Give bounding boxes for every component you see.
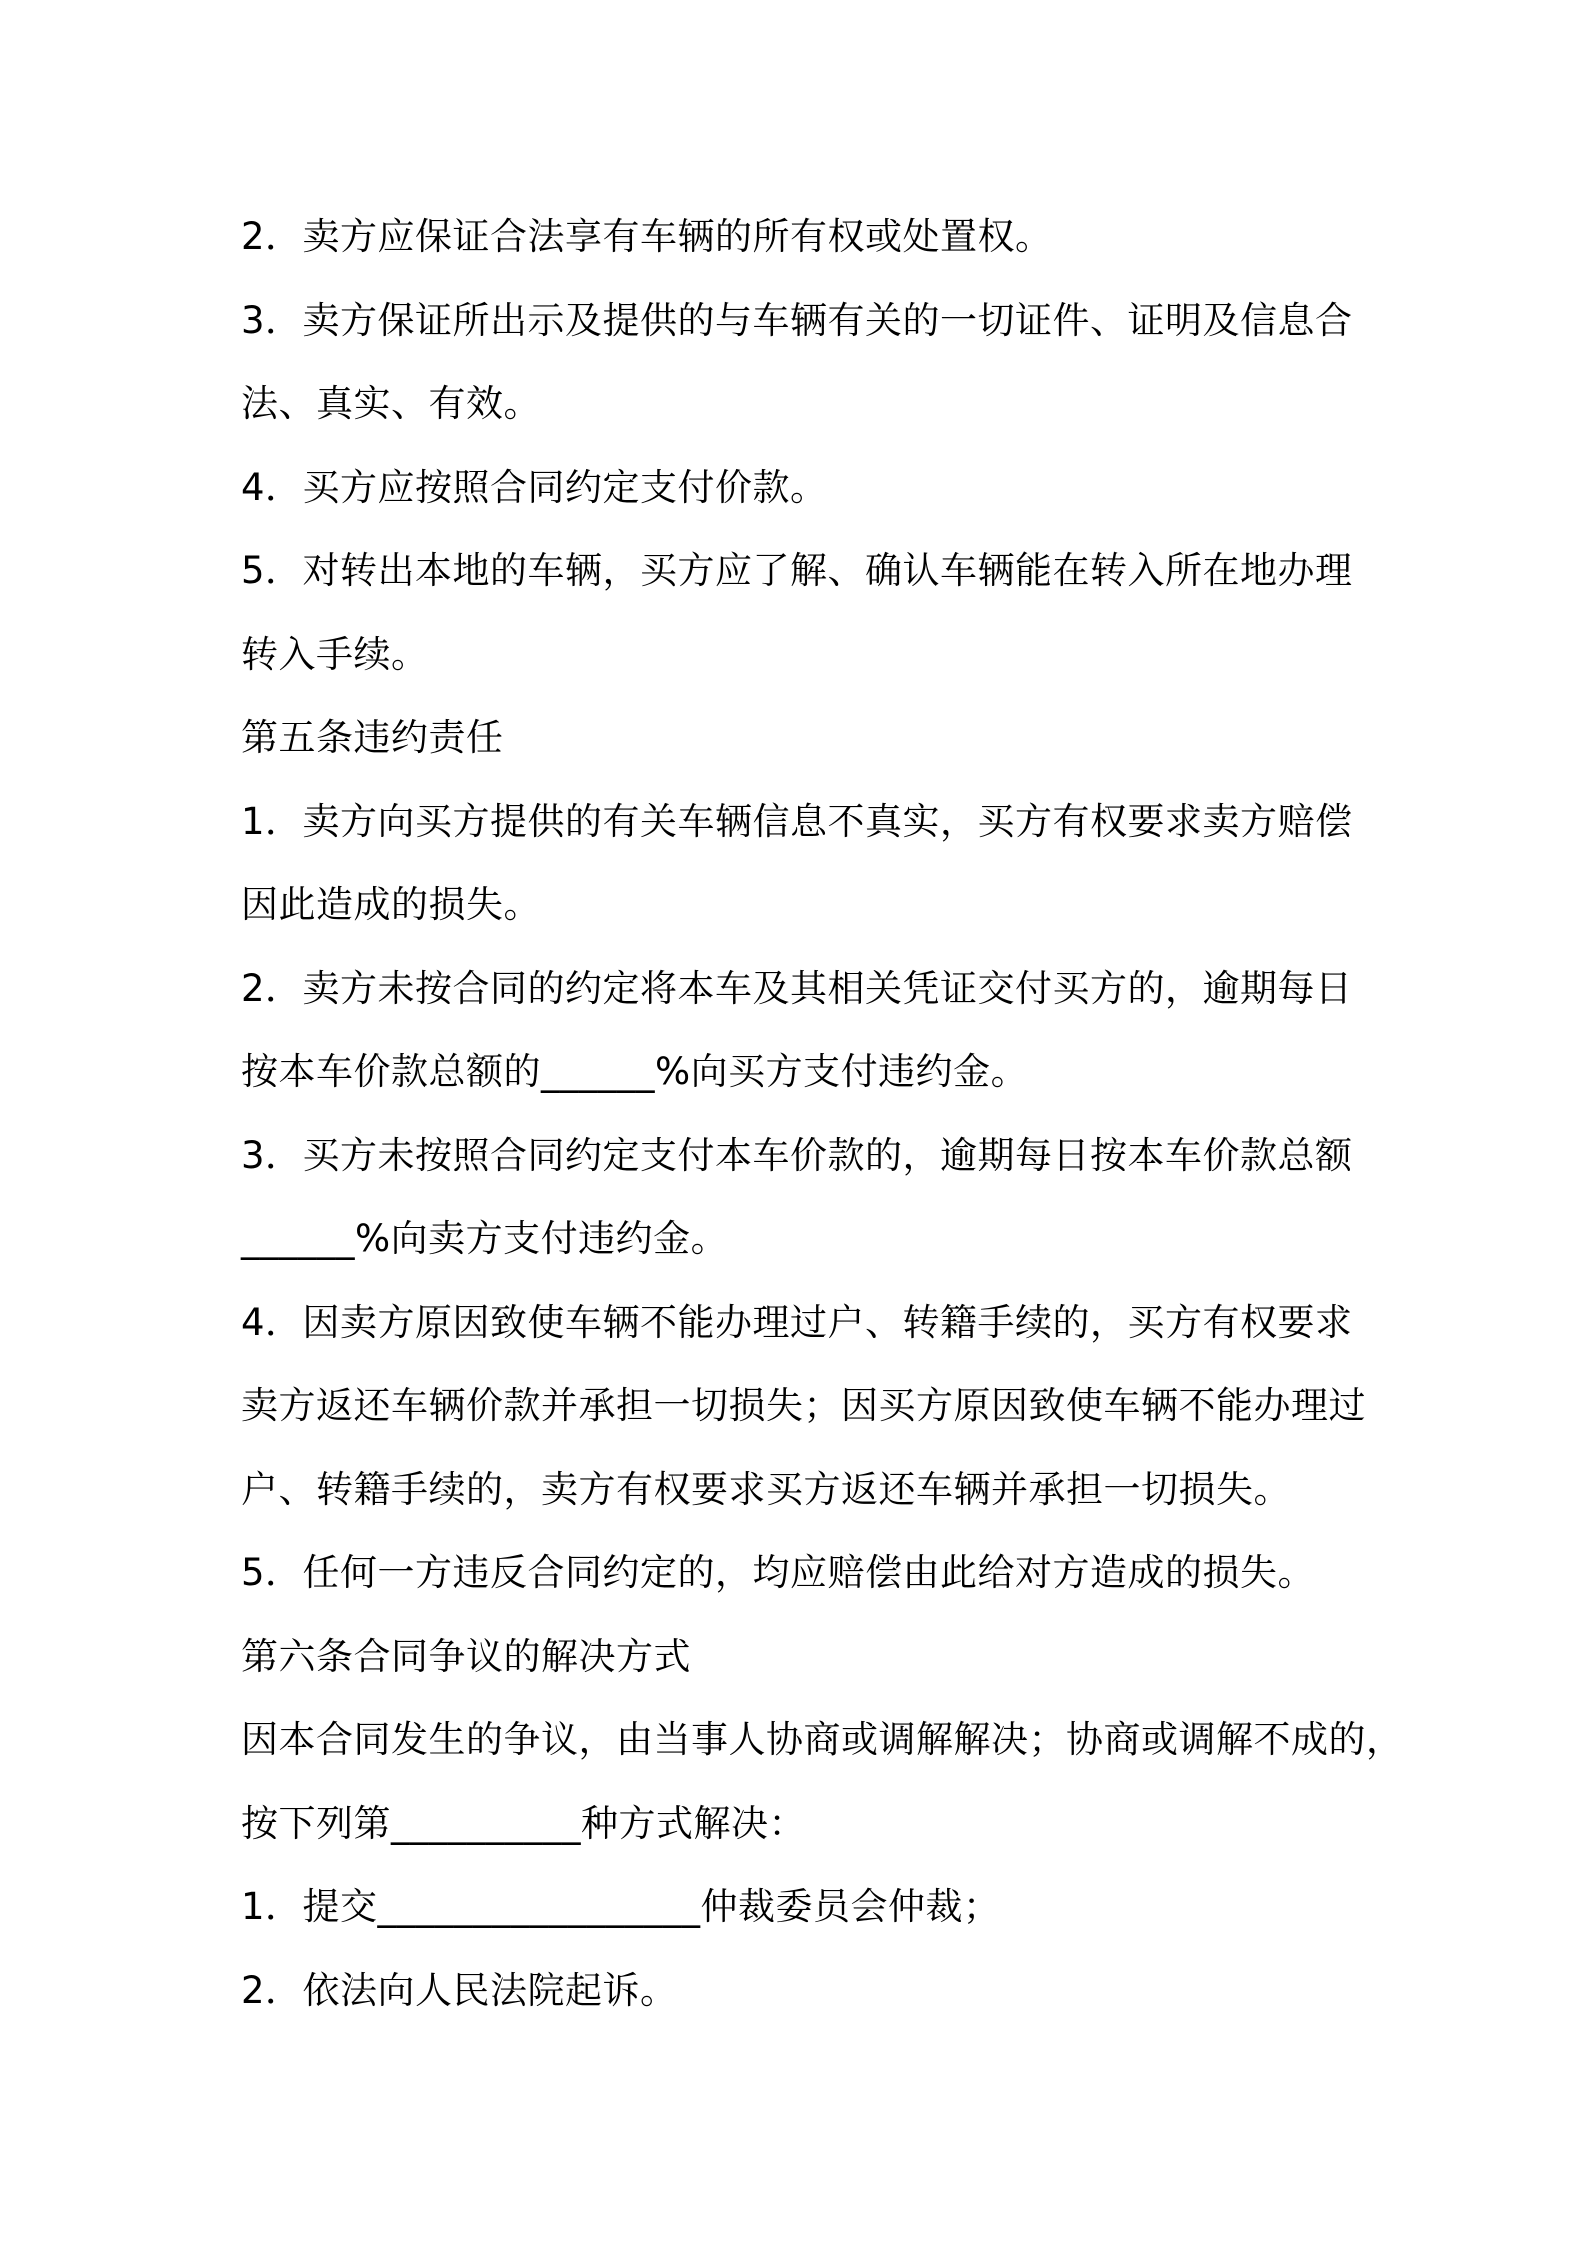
document-body xyxy=(241,195,1404,2032)
text-line: 户、转籍手续的，卖方有权要求买方返还车辆并承担一切损失。 xyxy=(241,1467,1291,1511)
text-line: 按下列第__________种方式解决： xyxy=(241,1801,806,1845)
section-heading: 第六条合同争议的解决方式 xyxy=(241,1634,691,1678)
text-line: 因此造成的损失。 xyxy=(241,883,541,926)
text-line: ______%向卖方支付违约金。 xyxy=(241,1217,729,1260)
text-line: 卖方返还车辆价款并承担一切损失；因买方原因致使车辆不能办理过 xyxy=(241,1384,1366,1427)
text-line: 1．卖方向买方提供的有关车辆信息不真实，买方有权要求卖方赔偿 xyxy=(241,799,1353,843)
text-line: 3．买方未按照合同约定支付本车价款的，逾期每日按本车价款总额 xyxy=(241,1133,1353,1177)
text-line: 按本车价款总额的______%向买方支付违约金。 xyxy=(241,1050,1029,1093)
text-line: 2．卖方未按合同的约定将本车及其相关凭证交付买方的，逾期每日 xyxy=(241,966,1353,1010)
text-line: 4．因卖方原因致使车辆不能办理过户、转籍手续的，买方有权要求 xyxy=(241,1300,1353,1344)
text-line: 因本合同发生的争议，由当事人协商或调解解决；协商或调解不成的， xyxy=(241,1718,1404,1761)
text-line: 法、真实、有效。 xyxy=(241,382,541,425)
text-line: 2．依法向人民法院起诉。 xyxy=(241,1968,678,2012)
text-line: 4．买方应按照合同约定支付价款。 xyxy=(241,465,828,509)
section-heading: 第五条违约责任 xyxy=(241,716,504,759)
text-line: 5．对转出本地的车辆，买方应了解、确认车辆能在转入所在地办理 xyxy=(241,549,1353,592)
text-line: 1．提交_________________仲裁委员会仲裁； xyxy=(241,1885,1001,1928)
text-line: 5．任何一方违反合同约定的，均应赔偿由此给对方造成的损失。 xyxy=(241,1551,1316,1594)
text-line: 转入手续。 xyxy=(241,632,429,676)
text-line: 2．卖方应保证合法享有车辆的所有权或处置权。 xyxy=(241,215,1053,258)
text-line: 3．卖方保证所出示及提供的与车辆有关的一切证件、证明及信息合 xyxy=(241,298,1353,342)
